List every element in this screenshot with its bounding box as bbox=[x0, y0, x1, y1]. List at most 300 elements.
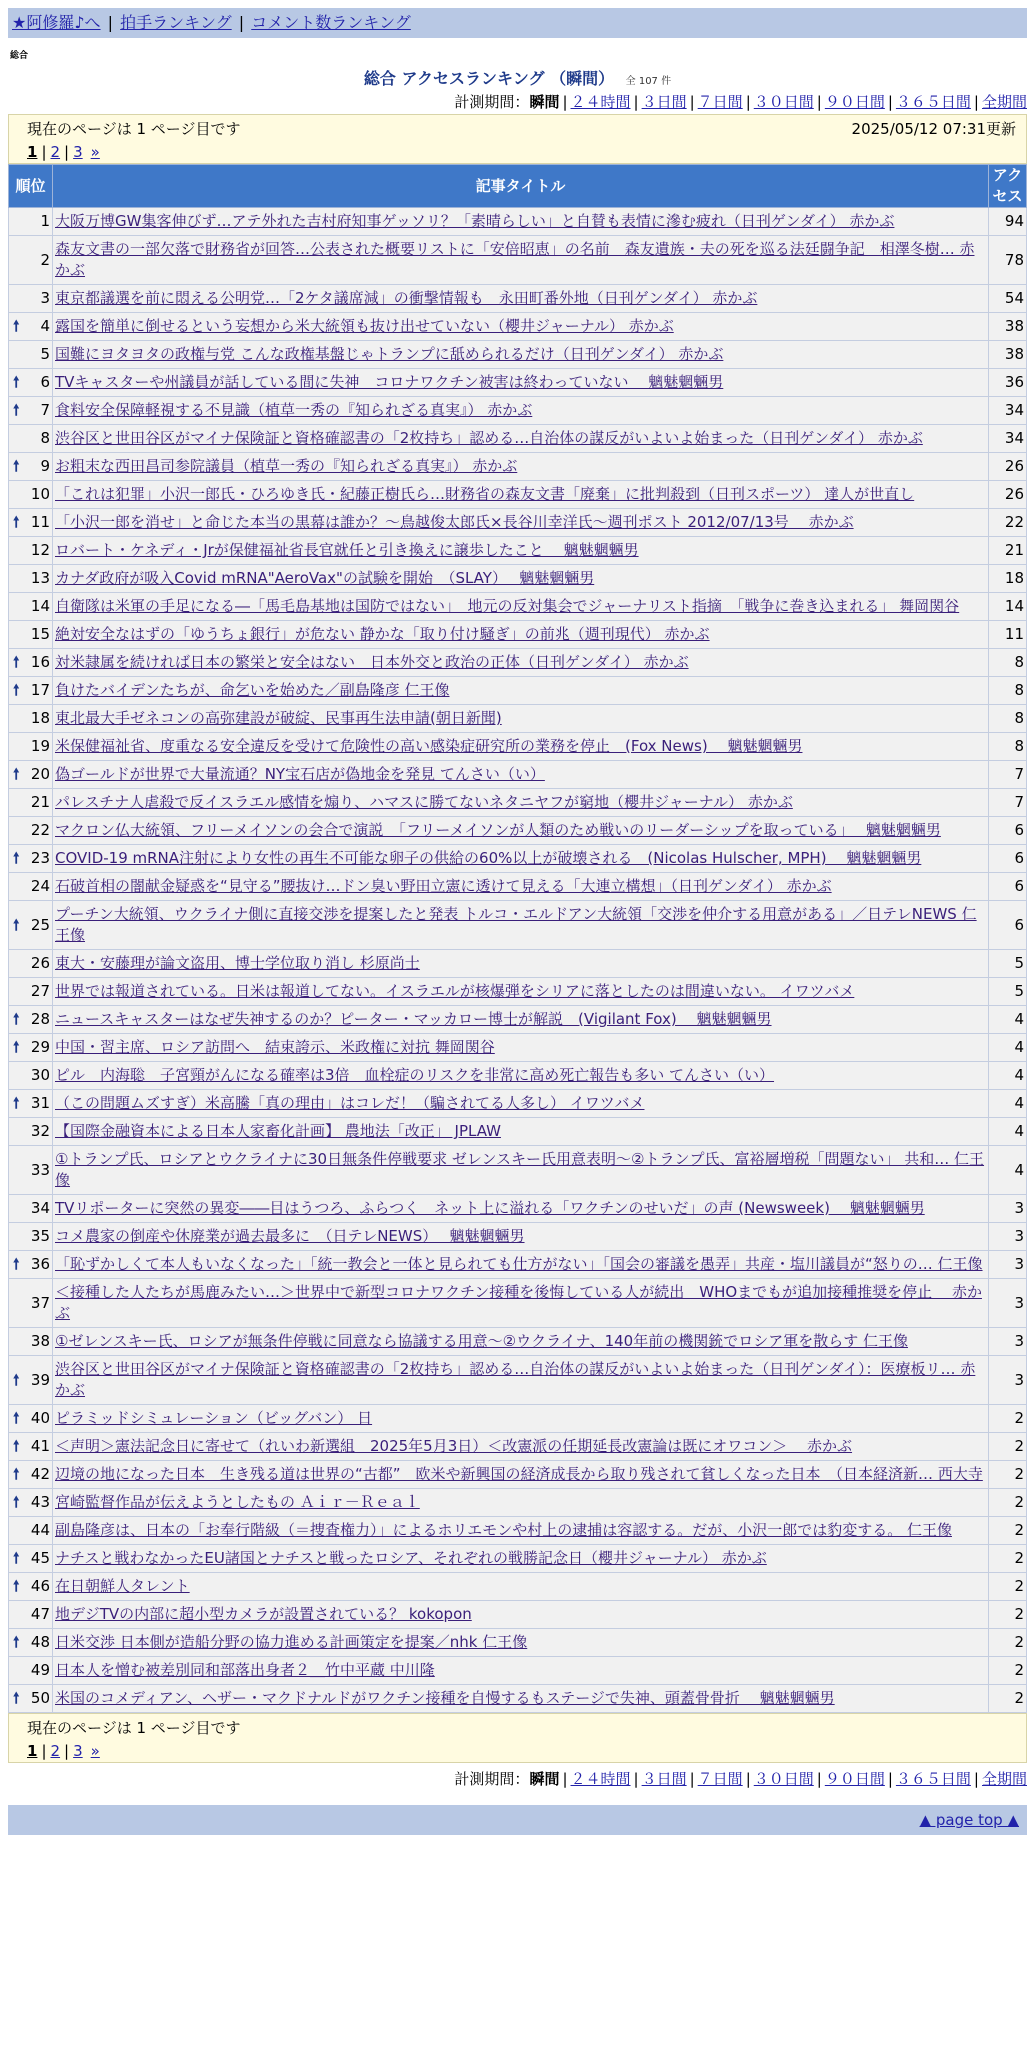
period-link-4[interactable]: ３０日間 bbox=[753, 93, 814, 111]
pager-separator: | bbox=[41, 143, 47, 161]
table-row bbox=[9, 1251, 1027, 1279]
period-link-5[interactable]: ９０日間 bbox=[824, 1770, 885, 1788]
access-count: 2 bbox=[989, 1685, 1027, 1713]
rank-up-arrow-icon: 🠕 bbox=[13, 1370, 20, 1389]
title-cell bbox=[53, 565, 989, 593]
rank-cell bbox=[9, 236, 53, 285]
access-count: 3 bbox=[989, 1223, 1027, 1251]
ranking-title bbox=[8, 68, 1027, 90]
rank-cell bbox=[9, 1405, 53, 1433]
pager-page-2[interactable]: 2 bbox=[50, 1742, 61, 1760]
article-title-link[interactable]: 【国際金融資本による日本人家畜化計画】 農地法「改正」 JPLAW bbox=[55, 1122, 501, 1140]
rank-cell bbox=[9, 1629, 53, 1657]
pager-next-link[interactable]: » bbox=[90, 143, 100, 161]
article-title-link[interactable]: 辺境の地になった日本 生き残る道は世界の“古都” 欧米や新興国の経済成長から取り残されて貧しくなった日本 （日本経済新… 西大寺 bbox=[55, 1465, 983, 1483]
article-title-link[interactable]: 国難にヨタヨタの政権与党 こんな政権基盤じゃトランプに舐められるだけ（日刊ゲンダイ） 赤かぶ bbox=[55, 345, 724, 363]
rank-up-arrow-icon: 🠕 bbox=[13, 849, 20, 867]
pager-bottom bbox=[8, 1713, 1027, 1763]
rank-up-arrow-icon: 🠕 bbox=[13, 1255, 20, 1273]
title-cell bbox=[53, 1517, 989, 1545]
access-count: 22 bbox=[989, 509, 1027, 537]
article-title-link[interactable]: 日本人を憎む被差別同和部落出身者２＿竹中平蔵 中川隆 bbox=[55, 1661, 435, 1679]
period-current: 瞬間 bbox=[529, 93, 560, 111]
table-row bbox=[9, 1062, 1027, 1090]
period-separator: | bbox=[562, 93, 568, 111]
period-link-3[interactable]: ７日間 bbox=[697, 1770, 743, 1788]
title-cell bbox=[53, 1657, 989, 1685]
rank-cell bbox=[9, 1118, 53, 1146]
table-row bbox=[9, 1356, 1027, 1405]
article-title-link[interactable]: 森友文書の一部欠落で財務省が回答…公表された概要リストに「安倍昭恵」の名前 森友遺族・夫の死を巡る法廷闘争記 相澤冬樹… 赤かぶ bbox=[55, 240, 975, 279]
title-cell bbox=[53, 236, 989, 285]
article-title-link[interactable]: 「恥ずかしくて本人もいなくなった」「統一教会と一体と見られても仕方がない」「国会の審議を愚弄」共産・塩川議員が“怒りの… 仁王像 bbox=[55, 1255, 983, 1273]
period-link-5[interactable]: ９０日間 bbox=[824, 93, 885, 111]
period-link-7[interactable]: 全期間 bbox=[981, 1770, 1027, 1788]
rank-number: 16 bbox=[30, 653, 50, 671]
section-label: 総合 bbox=[10, 51, 29, 61]
rank-number: 36 bbox=[30, 1255, 50, 1273]
article-title-link[interactable]: 渋谷区と世田谷区がマイナ保険証と資格確認書の「2枚持ち」認める…自治体の謀反がいよいよ始まった（日刊ゲンダイ） 赤かぶ bbox=[55, 429, 923, 447]
rank-cell bbox=[9, 1573, 53, 1601]
rank-cell bbox=[9, 705, 53, 733]
access-count: 4 bbox=[989, 1090, 1027, 1118]
article-title-link[interactable]: TVキャスターや州議員が話している間に失神 コロナワクチン被害は終わっていない 魑魅魍魎男 bbox=[55, 373, 724, 391]
table-row bbox=[9, 509, 1027, 537]
updated-timestamp: 2025/05/12 07:31更新 bbox=[851, 120, 1016, 138]
title-cell bbox=[53, 425, 989, 453]
rank-cell bbox=[9, 1489, 53, 1517]
rank-up-arrow-icon: 🠕 bbox=[13, 1577, 20, 1595]
rank-cell bbox=[9, 1601, 53, 1629]
rank-number: 12 bbox=[30, 541, 50, 559]
title-cell bbox=[53, 621, 989, 649]
table-row bbox=[9, 1279, 1027, 1328]
title-cell bbox=[53, 1251, 989, 1279]
rank-number: 23 bbox=[30, 849, 50, 867]
access-count: 8 bbox=[989, 705, 1027, 733]
table-row bbox=[9, 817, 1027, 845]
article-title-link[interactable]: ピル 内海聡 子宮頸がんになる確率は3倍 血栓症のリスクを非常に高め死亡報告も多い てんさい（い） bbox=[55, 1066, 775, 1084]
ranking-title-text: 総合 アクセスランキング （瞬間） bbox=[363, 69, 615, 88]
rank-number: 37 bbox=[30, 1293, 50, 1312]
rank-number: 29 bbox=[30, 1038, 50, 1056]
article-title-link[interactable]: お粗末な西田昌司参院議員（植草一秀の『知られざる真実』） 赤かぶ bbox=[55, 457, 518, 475]
period-link-3[interactable]: ７日間 bbox=[697, 93, 743, 111]
pager-separator bbox=[83, 1742, 91, 1760]
article-title-link[interactable]: 偽ゴールドが世界で大量流通？NY宝石店が偽地金を発見 てんさい（い） bbox=[55, 765, 545, 783]
home-link[interactable]: ★阿修羅♪へ bbox=[12, 13, 101, 32]
clap-ranking-link[interactable]: 拍手ランキング bbox=[120, 13, 232, 32]
title-cell bbox=[53, 1461, 989, 1489]
table-row bbox=[9, 565, 1027, 593]
rank-up-arrow-icon: 🠕 bbox=[13, 457, 20, 475]
article-title-link[interactable]: 自衛隊は米軍の手足になる―「馬毛島基地は国防ではない」 地元の反対集会でジャーナリスト指摘 「戦争に巻き込まれる」 舞岡関谷 bbox=[55, 597, 960, 615]
table-row bbox=[9, 789, 1027, 817]
rank-cell bbox=[9, 1195, 53, 1223]
rank-cell bbox=[9, 1251, 53, 1279]
table-row bbox=[9, 950, 1027, 978]
table-row bbox=[9, 208, 1027, 236]
table-row bbox=[9, 978, 1027, 1006]
article-title-link[interactable]: ピラミッドシミュレーション（ビッグバン） 日 bbox=[55, 1409, 373, 1427]
table-row bbox=[9, 761, 1027, 789]
rank-cell bbox=[9, 621, 53, 649]
article-title-link[interactable]: 東北最大手ゼネコンの高弥建設が破綻、民事再生法申請(朝日新聞) bbox=[55, 709, 502, 727]
rank-cell bbox=[9, 341, 53, 369]
period-label: 計測期間： bbox=[454, 1770, 530, 1788]
rank-cell bbox=[9, 978, 53, 1006]
period-label: 計測期間： bbox=[454, 93, 530, 111]
article-title-link[interactable]: マクロン仏大統領、フリーメイソンの会合で演説 「フリーメイソンが人類のため戦いのリーダーシップを取っている」 魑魅魍魎男 bbox=[55, 821, 941, 839]
rank-cell bbox=[9, 817, 53, 845]
article-title-link[interactable]: TVリポーターに突然の異変――目はうつろ、ふらつく ネット上に溢れる「ワクチンのせいだ」の声 (Newsweek) 魑魅魍魎男 bbox=[55, 1199, 925, 1217]
rank-cell bbox=[9, 509, 53, 537]
article-title-link[interactable]: ＜声明＞憲法記念日に寄せて（れいわ新選組 2025年5月3日）＜改憲派の任期延長改憲論は既にオワコン＞ 赤かぶ bbox=[55, 1437, 853, 1455]
rank-cell bbox=[9, 761, 53, 789]
access-count: 21 bbox=[989, 537, 1027, 565]
article-title-link[interactable]: 負けたバイデンたちが、命乞いを始めた／副島隆彦 仁王像 bbox=[55, 681, 450, 699]
rank-cell bbox=[9, 649, 53, 677]
title-cell bbox=[53, 1034, 989, 1062]
article-title-link[interactable]: 世界では報道されている。日米は報道してない。イスラエルが核爆弾をシリアに落としたのは間違いない。 イワツバメ bbox=[55, 982, 855, 1000]
article-title-link[interactable]: ナチスと戦わなかったEU諸国とナチスと戦ったロシア、それぞれの戦勝記念日（櫻井ジャーナル） 赤かぶ bbox=[55, 1549, 767, 1567]
article-title-link[interactable]: 露国を簡単に倒せるという妄想から米大統領も抜け出せていない（櫻井ジャーナル） 赤かぶ bbox=[55, 317, 674, 335]
rank-cell bbox=[9, 1545, 53, 1573]
access-count: 6 bbox=[989, 873, 1027, 901]
table-row bbox=[9, 1601, 1027, 1629]
article-title-link[interactable]: 大阪万博GW集客伸びず…アテ外れた吉村府知事ゲッソリ？「素晴らしい」と自賛も表情に滲む疲れ（日刊ゲンダイ） 赤かぶ bbox=[55, 212, 895, 230]
rank-number: 4 bbox=[40, 317, 50, 335]
title-cell bbox=[53, 845, 989, 873]
access-count: 94 bbox=[989, 208, 1027, 236]
rank-cell bbox=[9, 1517, 53, 1545]
rank-number: 47 bbox=[30, 1605, 50, 1623]
rank-cell bbox=[9, 1356, 53, 1405]
rank-number: 6 bbox=[40, 373, 50, 391]
article-title-link[interactable]: プーチン大統領、ウクライナ側に直接交渉を提案したと発表 トルコ・エルドアン大統領「交渉を仲介する用意がある」／日テレNEWS 仁王像 bbox=[55, 905, 977, 944]
rank-number: 2 bbox=[40, 250, 50, 269]
access-count: 11 bbox=[989, 621, 1027, 649]
rank-cell bbox=[9, 950, 53, 978]
period-link-1[interactable]: ２４時間 bbox=[570, 1770, 631, 1788]
table-row bbox=[9, 1006, 1027, 1034]
access-count: 4 bbox=[989, 1146, 1027, 1195]
rank-number: 34 bbox=[30, 1199, 50, 1217]
access-count: 2 bbox=[989, 1405, 1027, 1433]
article-title-link[interactable]: 東大・安藤理が論文盗用、博士学位取り消し 杉原尚士 bbox=[55, 954, 420, 972]
column-header-title: 記事タイトル bbox=[53, 165, 989, 208]
title-cell bbox=[53, 1146, 989, 1195]
rank-number: 7 bbox=[40, 401, 50, 419]
access-count: 6 bbox=[989, 901, 1027, 950]
rank-number: 24 bbox=[30, 877, 50, 895]
rank-up-arrow-icon: 🠕 bbox=[13, 513, 20, 531]
title-cell bbox=[53, 873, 989, 901]
rank-cell bbox=[9, 677, 53, 705]
title-cell bbox=[53, 1573, 989, 1601]
article-title-link[interactable]: コメ農家の倒産や休廃業が過去最多に （日テレNEWS） 魑魅魍魎男 bbox=[55, 1227, 525, 1245]
article-title-link[interactable]: 在日朝鮮人タレント bbox=[55, 1577, 190, 1595]
rank-number: 45 bbox=[30, 1549, 50, 1567]
footer-bar bbox=[8, 1805, 1027, 1835]
article-title-link[interactable]: 対米隷属を続ければ日本の繁栄と安全はない 日本外交と政治の正体（日刊ゲンダイ） 赤かぶ bbox=[55, 653, 689, 671]
rank-number: 26 bbox=[30, 954, 50, 972]
title-cell bbox=[53, 1685, 989, 1713]
article-title-link[interactable]: 絶対安全なはずの「ゆうちょ銀行」が危ない 静かな「取り付け騒ぎ」の前兆（週刊現代） 赤かぶ bbox=[55, 625, 710, 643]
rank-cell bbox=[9, 1433, 53, 1461]
rank-number: 32 bbox=[30, 1122, 50, 1140]
article-title-link[interactable]: 「これは犯罪」小沢一郎氏・ひろゆき氏・紀藤正樹氏ら…財務省の森友文書「廃棄」に批判殺到（日刊スポーツ） 達人が世直し bbox=[55, 485, 915, 503]
rank-number: 35 bbox=[30, 1227, 50, 1245]
rank-cell bbox=[9, 1657, 53, 1685]
title-cell bbox=[53, 677, 989, 705]
article-title-link[interactable]: 中国・習主席、ロシア訪問へ 結束誇示、米政権に対抗 舞岡関谷 bbox=[55, 1038, 495, 1056]
rank-cell bbox=[9, 208, 53, 236]
access-count: 4 bbox=[989, 1034, 1027, 1062]
title-cell bbox=[53, 537, 989, 565]
article-title-link[interactable]: カナダ政府が吸入Covid mRNA"AeroVax"の試験を開始 （SLAY） 魑魅魍魎男 bbox=[55, 569, 595, 587]
rank-cell bbox=[9, 425, 53, 453]
pager-next-link[interactable]: » bbox=[90, 1742, 100, 1760]
table-row bbox=[9, 369, 1027, 397]
access-count: 3 bbox=[989, 1328, 1027, 1356]
title-cell bbox=[53, 1090, 989, 1118]
pager-page-3[interactable]: 3 bbox=[73, 143, 83, 161]
title-cell bbox=[53, 1356, 989, 1405]
period-link-2[interactable]: ３日間 bbox=[641, 1770, 687, 1788]
access-count: 2 bbox=[989, 1489, 1027, 1517]
access-count: 4 bbox=[989, 1062, 1027, 1090]
title-cell bbox=[53, 1601, 989, 1629]
title-cell bbox=[53, 1006, 989, 1034]
access-count: 18 bbox=[989, 565, 1027, 593]
rank-number: 39 bbox=[30, 1370, 50, 1389]
rank-up-arrow-icon: 🠕 bbox=[13, 1010, 20, 1028]
access-count: 2 bbox=[989, 1601, 1027, 1629]
access-count: 38 bbox=[989, 313, 1027, 341]
rank-cell bbox=[9, 1461, 53, 1489]
period-separator: | bbox=[633, 93, 639, 111]
table-row bbox=[9, 733, 1027, 761]
article-title-link[interactable]: （この問題ムズすぎ）米高騰「真の理由」はコレだ！（騙されてる人多し） イワツバメ bbox=[55, 1094, 645, 1112]
rank-cell bbox=[9, 1328, 53, 1356]
pager-separator: | bbox=[64, 143, 70, 161]
table-row bbox=[9, 1090, 1027, 1118]
access-count: 2 bbox=[989, 1629, 1027, 1657]
access-count: 2 bbox=[989, 1545, 1027, 1573]
access-count: 6 bbox=[989, 817, 1027, 845]
rank-number: 50 bbox=[30, 1689, 50, 1707]
period-link-7[interactable]: 全期間 bbox=[981, 93, 1027, 111]
title-cell bbox=[53, 313, 989, 341]
rank-number: 49 bbox=[30, 1661, 50, 1679]
column-header-access: アクセス bbox=[989, 165, 1027, 208]
period-separator: | bbox=[816, 1770, 822, 1788]
rank-number: 14 bbox=[30, 597, 50, 615]
access-count: 2 bbox=[989, 1461, 1027, 1489]
table-row bbox=[9, 705, 1027, 733]
title-cell bbox=[53, 1195, 989, 1223]
rank-cell bbox=[9, 1685, 53, 1713]
title-cell bbox=[53, 369, 989, 397]
rank-cell bbox=[9, 1062, 53, 1090]
table-row bbox=[9, 1685, 1027, 1713]
access-count: 54 bbox=[989, 285, 1027, 313]
title-cell bbox=[53, 208, 989, 236]
table-row bbox=[9, 453, 1027, 481]
table-row bbox=[9, 901, 1027, 950]
period-separator: | bbox=[973, 93, 979, 111]
period-link-1[interactable]: ２４時間 bbox=[570, 93, 631, 111]
period-separator: | bbox=[689, 93, 695, 111]
access-count: 8 bbox=[989, 733, 1027, 761]
rank-number: 48 bbox=[30, 1633, 50, 1651]
article-title-link[interactable]: ＜接種した人たちが馬鹿みたい…＞世界中で新型コロナワクチン接種を後悔している人が続出 WHOまでもが追加接種推奨を停止 赤かぶ bbox=[55, 1283, 982, 1322]
title-cell bbox=[53, 1405, 989, 1433]
article-title-link[interactable]: 宮崎監督作品が伝えようとしたもの Ａｉｒ－Ｒｅａｌ bbox=[55, 1493, 420, 1511]
article-title-link[interactable]: ①ゼレンスキー氏、ロシアが無条件停戦に同意なら協議する用意～②ウクライナ、140年前の機関銃でロシア軍を散らす 仁王像 bbox=[55, 1332, 908, 1350]
title-cell bbox=[53, 1279, 989, 1328]
article-title-link[interactable]: 「小沢一郎を消せ」と命じた本当の黒幕は誰か？～鳥越俊太郎氏×長谷川幸洋氏～週刊ポスト 2012/07/13号 赤かぶ bbox=[55, 513, 854, 531]
table-row bbox=[9, 1195, 1027, 1223]
rank-number: 25 bbox=[30, 915, 50, 934]
rank-number: 42 bbox=[30, 1465, 50, 1483]
rank-number: 21 bbox=[30, 793, 50, 811]
page-top-link[interactable]: ▲ page top ▲ bbox=[919, 1811, 1019, 1829]
table-row bbox=[9, 593, 1027, 621]
comment-ranking-link[interactable]: コメント数ランキング bbox=[251, 13, 411, 32]
rank-number: 27 bbox=[30, 982, 50, 1000]
rank-up-arrow-icon: 🠕 bbox=[13, 1493, 20, 1511]
article-title-link[interactable]: ①トランプ氏、ロシアとウクライナに30日無条件停戦要求 ゼレンスキー氏用意表明～②トランプ氏、富裕層増税「問題ない」 共和… 仁王像 bbox=[55, 1150, 985, 1189]
pager-page-1: 1 bbox=[27, 1742, 38, 1760]
rank-number: 19 bbox=[30, 737, 50, 755]
table-row bbox=[9, 341, 1027, 369]
ranking-table bbox=[8, 164, 1027, 1713]
rank-number: 30 bbox=[30, 1066, 50, 1084]
period-link-6[interactable]: ３６５日間 bbox=[895, 1770, 971, 1788]
nav-separator: | bbox=[238, 13, 245, 32]
period-separator: | bbox=[562, 1770, 568, 1788]
title-cell bbox=[53, 453, 989, 481]
table-row bbox=[9, 845, 1027, 873]
title-cell bbox=[53, 509, 989, 537]
article-title-link[interactable]: 渋谷区と世田谷区がマイナ保険証と資格確認書の「2枚持ち」認める…自治体の謀反がいよいよ始まった（日刊ゲンダイ）：医療板リ… 赤かぶ bbox=[55, 1360, 976, 1399]
article-title-link[interactable]: 食料安全保障軽視する不見識（植草一秀の『知られざる真実』） 赤かぶ bbox=[55, 401, 533, 419]
rank-up-arrow-icon: 🠕 bbox=[13, 1689, 20, 1707]
rank-up-arrow-icon: 🠕 bbox=[13, 653, 20, 671]
pager-top bbox=[8, 114, 1027, 164]
pager-separator bbox=[83, 143, 91, 161]
table-row bbox=[9, 1118, 1027, 1146]
article-title-link[interactable]: パレスチナ人虐殺で反イスラエル感情を煽り、ハマスに勝てないネタニヤフが窮地（櫻井ジャーナル） 赤かぶ bbox=[55, 793, 793, 811]
title-cell bbox=[53, 733, 989, 761]
rank-cell bbox=[9, 565, 53, 593]
article-title-link[interactable]: 石破首相の闇献金疑惑を“見守る”腰抜け…ドン臭い野田立憲に透けて見える「大連立構想」（日刊ゲンダイ） 赤かぶ bbox=[55, 877, 832, 895]
access-count: 2 bbox=[989, 1517, 1027, 1545]
table-row bbox=[9, 425, 1027, 453]
title-cell bbox=[53, 978, 989, 1006]
title-cell bbox=[53, 761, 989, 789]
article-title-link[interactable]: ロバート・ケネディ・Jrが保健福祉省長官就任と引き換えに譲歩したこと 魑魅魍魎男 bbox=[55, 541, 639, 559]
access-count: 38 bbox=[989, 341, 1027, 369]
pager-page-2[interactable]: 2 bbox=[50, 143, 61, 161]
rank-up-arrow-icon: 🠕 bbox=[13, 765, 20, 783]
title-cell bbox=[53, 1062, 989, 1090]
article-title-link[interactable]: ニュースキャスターはなぜ失神するのか？ピーター・マッカロー博士が解説 (Vigilant Fox) 魑魅魍魎男 bbox=[55, 1010, 772, 1028]
access-count: 3 bbox=[989, 1251, 1027, 1279]
period-current: 瞬間 bbox=[529, 1770, 560, 1788]
title-cell bbox=[53, 649, 989, 677]
rank-up-arrow-icon: 🠕 bbox=[13, 1633, 20, 1651]
access-count: 8 bbox=[989, 649, 1027, 677]
ranking-count: 全 107 件 bbox=[625, 76, 672, 87]
rank-number: 38 bbox=[30, 1332, 50, 1350]
rank-cell bbox=[9, 873, 53, 901]
rank-number: 15 bbox=[30, 625, 50, 643]
table-row bbox=[9, 236, 1027, 285]
rank-cell bbox=[9, 313, 53, 341]
title-cell bbox=[53, 397, 989, 425]
pager-links bbox=[27, 141, 1016, 163]
rank-number: 13 bbox=[30, 569, 50, 587]
access-count: 4 bbox=[989, 1118, 1027, 1146]
rank-number: 8 bbox=[40, 429, 50, 447]
rank-cell bbox=[9, 1034, 53, 1062]
table-row bbox=[9, 1146, 1027, 1195]
rank-cell bbox=[9, 1223, 53, 1251]
title-cell bbox=[53, 1545, 989, 1573]
nav-separator: | bbox=[107, 13, 114, 32]
period-separator: | bbox=[887, 93, 893, 111]
article-title-link[interactable]: 米保健福祉省、度重なる安全違反を受けて危険性の高い感染症研究所の業務を停止 (Fox News) 魑魅魍魎男 bbox=[55, 737, 803, 755]
period-selector-bottom bbox=[8, 1767, 1027, 1791]
rank-cell bbox=[9, 481, 53, 509]
access-count: 6 bbox=[989, 845, 1027, 873]
pager-page-3[interactable]: 3 bbox=[73, 1742, 83, 1760]
article-title-link[interactable]: 米国のコメディアン、ヘザー・マクドナルドがワクチン接種を自慢するもステージで失神、頭蓋骨骨折 魑魅魍魎男 bbox=[55, 1689, 835, 1707]
article-title-link[interactable]: 副島隆彦は、日本の「お奉行階級（＝捜査権力）」によるホリエモンや村上の逮捕は容認する。だが、小沢一郎では豹変する。 仁王像 bbox=[55, 1521, 952, 1539]
period-separator: | bbox=[633, 1770, 639, 1788]
rank-cell bbox=[9, 453, 53, 481]
rank-up-arrow-icon: 🠕 bbox=[13, 373, 20, 391]
access-count: 8 bbox=[989, 677, 1027, 705]
access-count: 5 bbox=[989, 978, 1027, 1006]
title-cell bbox=[53, 1118, 989, 1146]
article-title-link[interactable]: 日米交渉 日本側が造船分野の協力進める計画策定を提案／nhk 仁王像 bbox=[55, 1633, 528, 1651]
article-title-link[interactable]: 地デジTVの内部に超小型カメラが設置されている？ kokopon bbox=[55, 1605, 472, 1623]
rank-number: 11 bbox=[30, 513, 50, 531]
rank-number: 44 bbox=[30, 1521, 50, 1539]
access-count: 5 bbox=[989, 950, 1027, 978]
period-selector-top bbox=[8, 90, 1027, 114]
table-row bbox=[9, 313, 1027, 341]
article-title-link[interactable]: 東京都議選を前に悶える公明党…「2ケタ議席減」の衝撃情報も 永田町番外地（日刊ゲンダイ） 赤かぶ bbox=[55, 289, 758, 307]
rank-up-arrow-icon: 🠕 bbox=[13, 1437, 20, 1455]
title-cell bbox=[53, 705, 989, 733]
rank-number: 3 bbox=[40, 289, 50, 307]
period-link-4[interactable]: ３０日間 bbox=[753, 1770, 814, 1788]
rank-up-arrow-icon: 🠕 bbox=[13, 681, 20, 699]
article-title-link[interactable]: COVID-19 mRNA注射により女性の再生不可能な卵子の供給の60%以上が破壊される (Nicolas Hulscher, MPH) 魑魅魍魎男 bbox=[55, 849, 922, 867]
rank-number: 40 bbox=[30, 1409, 50, 1427]
rank-up-arrow-icon: 🠕 bbox=[13, 1038, 20, 1056]
period-link-6[interactable]: ３６５日間 bbox=[895, 93, 971, 111]
rank-number: 1 bbox=[40, 212, 50, 230]
period-link-2[interactable]: ３日間 bbox=[641, 93, 687, 111]
table-row bbox=[9, 1034, 1027, 1062]
rank-cell bbox=[9, 845, 53, 873]
